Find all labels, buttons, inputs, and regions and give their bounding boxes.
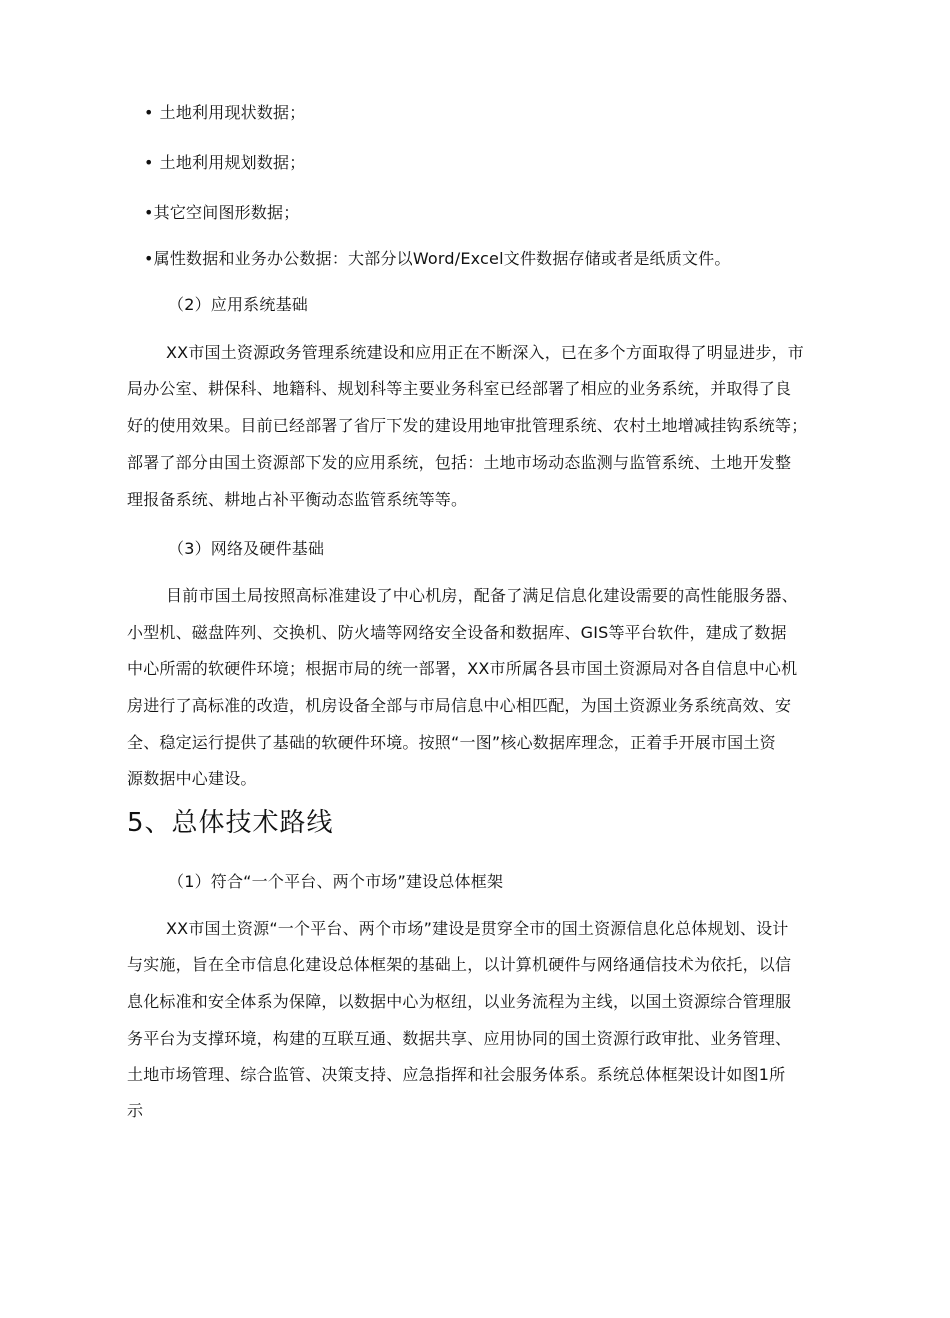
- bullet-item-land-use-planning: [144, 153, 305, 173]
- section-title-platform-framework: （1）符合“一个平台、两个市场”建设总体框架: [168, 872, 504, 891]
- paragraph-line: 息化标准和安全体系为保障，以数据中心为枢纽，以业务流程为主线，以国土资源综合管理服: [127, 992, 792, 1011]
- paragraph-line: 理报备系统、耕地占补平衡动态监管系统等等。: [127, 490, 468, 509]
- section-title-network-hardware: （3）网络及硬件基础: [168, 539, 325, 558]
- paragraph-line: 局办公室、耕保科、地籍科、规划科等主要业务科室已经部署了相应的业务系统，并取得了良: [127, 379, 792, 398]
- paragraph-line: 小型机、磁盘阵列、交换机、防火墙等网络安全设备和数据库、GIS等平台软件，建成了数据: [127, 623, 787, 642]
- paragraph-line: 与实施，旨在全市信息化建设总体框架的基础上，以计算机硬件与网络通信技术为依托，以信: [127, 955, 792, 974]
- heading-overall-technical-route: 5、总体技术路线: [127, 808, 334, 838]
- bullet-icon: •: [144, 103, 154, 122]
- section-title-application-basis: （2）应用系统基础: [168, 295, 308, 314]
- paragraph-line: 源数据中心建设。: [127, 769, 257, 788]
- bullet-item-land-use-status: [144, 103, 305, 123]
- paragraph-line: 务平台为支撑环境，构建的互联互通、数据共享、应用协同的国土资源行政审批、业务管理、: [127, 1029, 792, 1048]
- bullet-icon: •: [144, 153, 154, 172]
- bullet-text: 土地利用现状数据；: [159, 103, 306, 122]
- bullet-item-other-spatial: [144, 203, 299, 223]
- bullet-icon: •: [144, 249, 154, 268]
- paragraph-line: 全、稳定运行提供了基础的软硬件环境。按照“一图”核心数据库理念，正着手开展市国土资: [127, 733, 776, 752]
- paragraph-line: XX市国土资源政务管理系统建设和应用正在不断深入，已在多个方面取得了明显进步，市: [166, 343, 804, 362]
- bullet-item-attribute-data: [144, 249, 731, 269]
- paragraph-line: 目前市国土局按照高标准建设了中心机房，配备了满足信息化建设需要的高性能服务器、: [166, 586, 798, 605]
- bullet-text: 土地利用规划数据；: [159, 153, 306, 172]
- paragraph-line: 土地市场管理、综合监管、决策支持、应急指挥和社会服务体系。系统总体框架设计如图1所: [127, 1065, 786, 1084]
- bullet-text: 其它空间图形数据；: [153, 203, 300, 222]
- bullet-text: 属性数据和业务办公数据：大部分以Word/Excel文件数据存储或者是纸质文件。: [153, 249, 731, 268]
- paragraph-line: XX市国土资源“一个平台、两个市场”建设是贯穿全市的国土资源信息化总体规划、设计: [166, 919, 789, 938]
- paragraph-line: 示: [127, 1101, 144, 1120]
- paragraph-line: 好的使用效果。目前已经部署了省厅下发的建设用地审批管理系统、农村土地增减挂钩系统等；: [127, 416, 808, 435]
- paragraph-line: 中心所需的软硬件环境；根据市局的统一部署，XX市所属各县市国土资源局对各自信息中心机: [127, 659, 798, 678]
- paragraph-line: 部署了部分由国土资源部下发的应用系统，包括：土地市场动态监测与监管系统、土地开发整: [127, 453, 792, 472]
- paragraph-line: 房进行了高标准的改造，机房设备全部与市局信息中心相匹配，为国土资源业务系统高效、安: [127, 696, 792, 715]
- bullet-icon: •: [144, 203, 154, 222]
